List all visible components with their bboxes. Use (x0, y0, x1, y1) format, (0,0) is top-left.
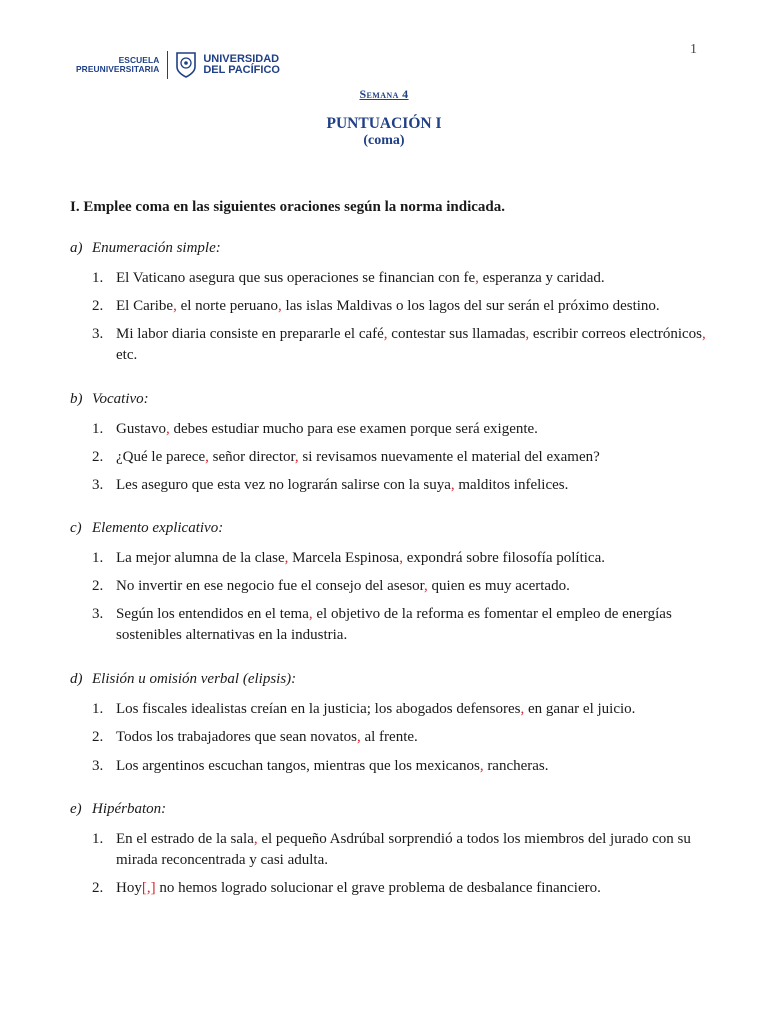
logo-divider (167, 51, 168, 79)
sentence-fragment: el norte peruano (176, 298, 279, 314)
logo-university-line1: UNIVERSIDAD (203, 52, 280, 65)
sentence-fragment: ¿Qué le parece (116, 449, 206, 465)
list-item (92, 878, 712, 899)
sentence-fragment: En el estrado de la sala (116, 831, 254, 847)
list-item (92, 727, 712, 748)
sentence-fragment: contestar sus llamadas (387, 326, 526, 342)
logo-university-text (203, 54, 280, 77)
item-text (116, 419, 712, 440)
sentence-fragment: rancheras. (483, 758, 549, 774)
logo-school-line1: ESCUELA (118, 55, 160, 65)
sentence-fragment: señor director (208, 449, 295, 465)
sentence-fragment: Según los entendidos en el tema (116, 606, 309, 622)
page-title: PUNTUACIÓN I (326, 115, 442, 132)
item-number: 2. (92, 578, 104, 594)
item-text (116, 699, 712, 720)
item-number: 2. (92, 880, 104, 896)
sentence-fragment: expondrá sobre filosofía política. (402, 550, 605, 566)
university-seal-icon (174, 51, 198, 79)
logo-school-line2: PREUNIVERSITARIA (76, 64, 160, 74)
list-item (92, 576, 712, 597)
section-title: Enumeración simple: (92, 240, 221, 256)
list-item (92, 447, 712, 468)
section-title: Elisión u omisión verbal (elipsis): (92, 671, 297, 687)
item-text (116, 604, 712, 646)
item-text (116, 475, 712, 496)
sentence-fragment: no hemos logrado solucionar el grave problema de desbalance financiero. (155, 880, 601, 896)
section-letter: b) (70, 391, 83, 407)
sentence-fragment: La mejor alumna de la clase (116, 550, 285, 566)
inserted-comma: , (166, 421, 170, 437)
sentence-fragment: el pequeño Asdrúbal sorprendió a todos los miembros del jurado con su mirada reconcentrada y casi adulta. (116, 831, 691, 868)
section-title: Elemento explicativo: (92, 520, 224, 536)
inserted-comma: , (278, 298, 282, 314)
sentence-fragment: etc. (116, 347, 138, 363)
inserted-comma: , (525, 326, 530, 342)
sentence-fragment: Los fiscales idealistas creían en la justicia; los abogados defensores (116, 701, 521, 717)
week-label: Semana 4 (359, 87, 409, 101)
university-logo (76, 49, 280, 81)
item-number: 2. (92, 729, 104, 745)
list-item (92, 756, 712, 777)
inserted-comma: , (383, 326, 388, 342)
inserted-comma: , (356, 729, 361, 745)
item-number: 2. (92, 298, 104, 314)
item-text (116, 727, 712, 748)
inserted-comma: , (308, 606, 313, 622)
inserted-comma: , (450, 477, 455, 493)
item-number: 3. (92, 477, 104, 493)
sentence-fragment: debes estudiar mucho para ese examen porque será exigente. (169, 421, 538, 437)
sentence-fragment: el objetivo de la reforma es fomentar el empleo de energías sostenibles alternativas en la industria. (116, 606, 672, 643)
item-text (116, 548, 712, 569)
sentence-fragment: si revisamos nuevamente el material del examen? (298, 449, 600, 465)
sentence-fragment: quien es muy acertado. (427, 578, 570, 594)
list-item (92, 268, 712, 289)
item-number: 3. (92, 326, 104, 342)
sentence-fragment: Gustavo (116, 421, 166, 437)
inserted-comma: , (173, 298, 177, 314)
item-number: 2. (92, 449, 104, 465)
list-item (92, 324, 712, 366)
inserted-comma: , (702, 326, 706, 342)
inserted-comma: , (520, 701, 525, 717)
inserted-comma: , (205, 449, 209, 465)
list-item (92, 419, 712, 440)
sentence-fragment: las islas Maldivas o los lagos del sur serán el próximo destino. (281, 298, 660, 314)
section-letter: c) (70, 520, 82, 536)
sentence-fragment: Mi labor diaria consiste en prepararle el café (116, 326, 384, 342)
section-d-heading (70, 671, 296, 688)
item-number: 1. (92, 421, 104, 437)
item-text (116, 296, 712, 317)
section-title: Hipérbaton: (92, 801, 167, 817)
logo-university-line2: DEL PACÍFICO (203, 64, 280, 76)
section-letter: e) (70, 801, 82, 817)
sentence-fragment: malditos infelices. (454, 477, 569, 493)
item-number: 1. (92, 550, 104, 566)
section-a-heading (70, 240, 221, 257)
item-text (116, 268, 712, 289)
inserted-comma: , (479, 758, 484, 774)
inserted-comma: , (253, 831, 258, 847)
sentence-fragment: esperanza y caridad. (478, 270, 605, 286)
list-item (92, 829, 712, 871)
inserted-comma: , (424, 578, 428, 594)
item-text (116, 576, 712, 597)
inserted-comma: [,] (141, 880, 156, 896)
item-number: 1. (92, 831, 104, 847)
list-item (92, 699, 712, 720)
section-title: Vocativo: (92, 391, 149, 407)
sentence-fragment: Hoy (116, 880, 142, 896)
sentence-fragment: El Vaticano asegura que sus operaciones se financian con fe (116, 270, 476, 286)
inserted-comma: , (294, 449, 299, 465)
item-number: 3. (92, 758, 104, 774)
section-b-heading (70, 391, 149, 408)
list-item (92, 548, 712, 569)
item-text (116, 878, 712, 899)
sentence-fragment: Los argentinos escuchan tangos, mientras que los mexicanos (116, 758, 480, 774)
sentence-fragment: No invertir en ese negocio fue el consejo del asesor (116, 578, 425, 594)
sentence-fragment: escribir correos electrónicos (529, 326, 703, 342)
item-text (116, 447, 712, 468)
page-subtitle: (coma) (363, 133, 405, 148)
sentence-fragment: Marcela Espinosa (288, 550, 400, 566)
sentence-fragment: El Caribe (116, 298, 174, 314)
inserted-comma: , (475, 270, 479, 286)
section-letter: d) (70, 671, 83, 687)
sentence-fragment: al frente. (360, 729, 418, 745)
sentence-fragment: Todos los trabajadores que sean novatos (116, 729, 357, 745)
item-number: 1. (92, 701, 104, 717)
item-text (116, 324, 712, 366)
list-item (92, 475, 712, 496)
page-number: 1 (690, 42, 697, 57)
sentence-fragment: Les aseguro que esta vez no lograrán salirse con la suya (116, 477, 451, 493)
list-item (92, 296, 712, 317)
sentence-fragment: en ganar el juicio. (524, 701, 636, 717)
exercise-instruction: I. Emplee coma en las siguientes oraciones según la norma indicada. (70, 199, 506, 215)
list-item (92, 604, 712, 646)
item-number: 1. (92, 270, 104, 286)
section-e-heading (70, 801, 166, 818)
item-text (116, 756, 712, 777)
item-text (116, 829, 712, 871)
section-c-heading (70, 520, 223, 537)
logo-school-text (76, 56, 159, 74)
inserted-comma: , (399, 550, 403, 566)
item-number: 3. (92, 606, 104, 622)
section-letter: a) (70, 240, 83, 256)
inserted-comma: , (284, 550, 289, 566)
